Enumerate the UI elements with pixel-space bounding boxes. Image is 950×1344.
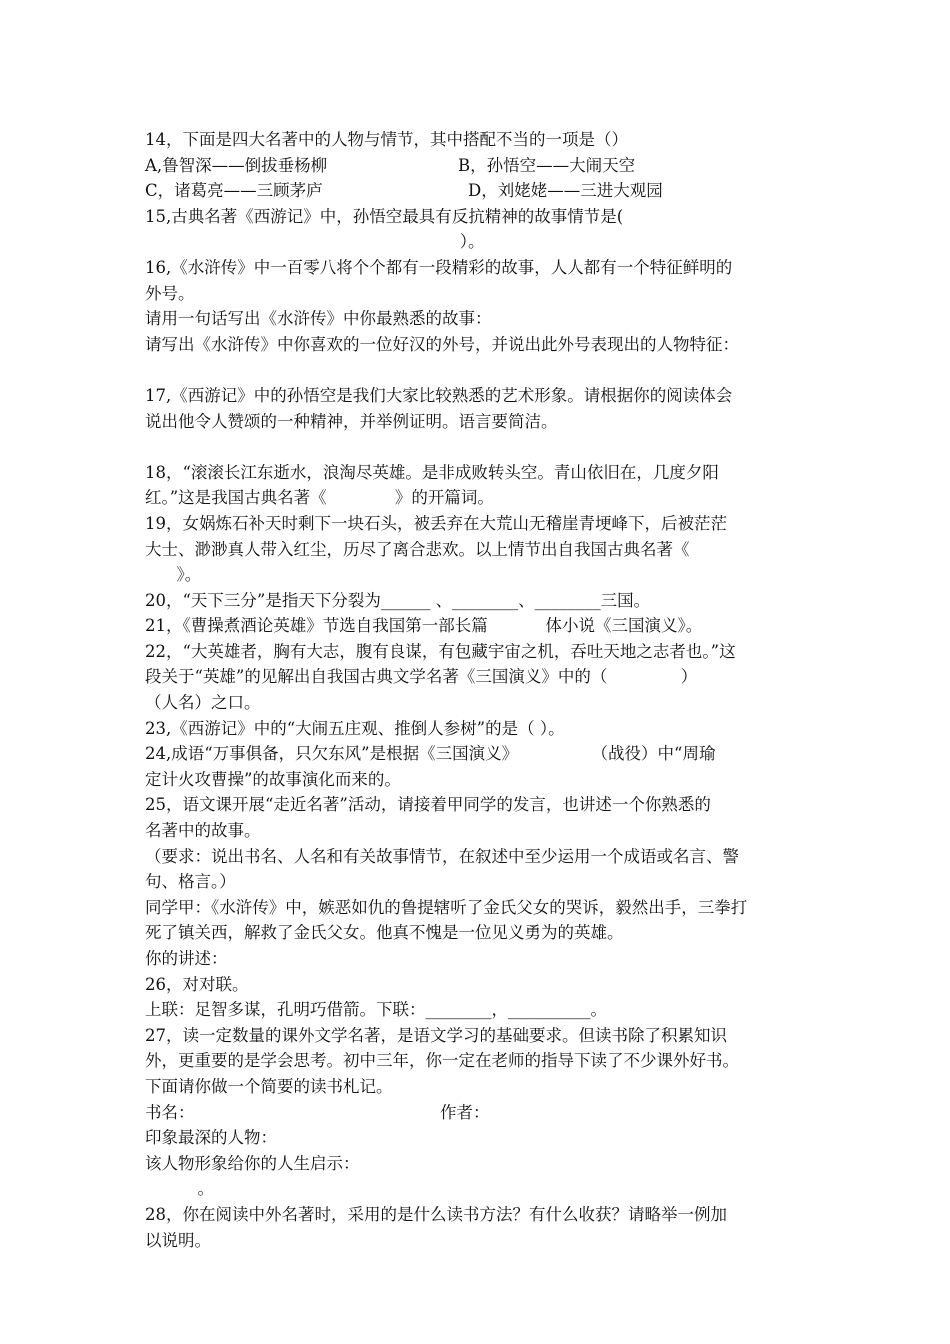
q14-option-b: B，孙悟空——大闹天空 bbox=[458, 155, 636, 175]
q27-insight-label: 该人物形象给你的人生启示： bbox=[145, 1153, 360, 1173]
q14-options-row-2 bbox=[145, 178, 815, 204]
q26-line-1: 26，对对联。 bbox=[145, 974, 249, 994]
q25-line-6: 死了镇关西，解救了金氏父女。他真不愧是一位见义勇为的英雄。 bbox=[145, 923, 624, 943]
q27-line-1: 27，读一定数量的课外文学名著，是语文学习的基础要求。但读书除了积累知识 bbox=[145, 1025, 727, 1045]
q26-line-2: 上联：足智多谋，孔明巧借箭。下联：________，__________。 bbox=[145, 1000, 607, 1020]
q19-line-2: 大士、渺渺真人带入红尘，历尽了离合悲欢。以上情节出自我国古典名著《 bbox=[145, 539, 690, 559]
q20: 20，“天下三分”是指天下分裂为______ 、________、________三国。 bbox=[145, 590, 651, 610]
q23: 23,《西游记》中的“大闹五庄观、推倒人参树”的是（ ）。 bbox=[145, 718, 565, 738]
q22-line-2: 段关于“英雄”的见解出自我国古典文学名著《三国演义》中的（ ） bbox=[145, 667, 698, 687]
q27-end: 。 bbox=[145, 1179, 214, 1199]
q15-line-2: ）。 bbox=[145, 232, 485, 252]
q14-options-row-1 bbox=[145, 153, 815, 179]
q27-book-author-row bbox=[145, 1100, 815, 1126]
q24-line-2: 定计火攻曹操”的故事演化而来的。 bbox=[145, 769, 401, 789]
q27-person-label: 印象最深的人物： bbox=[145, 1128, 277, 1148]
q28-line-2: 以说明。 bbox=[145, 1230, 211, 1250]
q18-line-2: 红。”这是我国古典名著《 》的开篇词。 bbox=[145, 488, 494, 508]
q28-line-1: 28，你在阅读中外名著时，采用的是什么读书方法？有什么收获？请略举一例加 bbox=[145, 1204, 727, 1224]
q14-stem: 14，下面是四大名著中的人物与情节，其中搭配不当的一项是（） bbox=[145, 130, 628, 149]
q27-line-3: 下面请你做一个简要的读书札记。 bbox=[145, 1076, 393, 1096]
q27-book-label: 书名： bbox=[145, 1102, 195, 1122]
q14-option-c: C，诸葛亮——三顾茅庐 bbox=[145, 181, 323, 201]
q25-line-1: 25，语文课开展“走近名著”活动，请接着甲同学的发言，也讲述一个你熟悉的 bbox=[145, 795, 711, 815]
q25-line-7: 你的讲述： bbox=[145, 949, 228, 968]
q27-line-2: 外，更重要的是学会思考。初中三年，你一定在老师的指导下读了不少课外好书。 bbox=[145, 1051, 739, 1071]
q25-line-5: 同学甲：《水浒传》中，嫉恶如仇的鲁提辖听了金氏父女的哭诉，毅然出手，三拳打 bbox=[145, 897, 748, 917]
q14-option-d: D，刘姥姥——三进大观园 bbox=[468, 181, 663, 201]
q25-line-3: （要求：说出书名、人名和有关故事情节，在叙述中至少运用一个成语或名言、警 bbox=[145, 846, 739, 866]
q22-line-1: 22，“大英雄者，胸有大志，腹有良谋，有包藏宇宙之机，吞吐天地之志者也。”这 bbox=[145, 641, 736, 661]
answer-space bbox=[145, 434, 815, 460]
q19-line-3: 》。 bbox=[145, 565, 202, 585]
exam-page bbox=[145, 127, 815, 1253]
q27-author-label: 作者： bbox=[440, 1102, 490, 1122]
answer-space bbox=[145, 357, 815, 383]
q18-line-1: 18，“滚滚长江东逝水，浪淘尽英雄。是非成败转头空。青山依旧在，几度夕阳 bbox=[145, 462, 719, 482]
q16-line-4: 请写出《水浒传》中你喜欢的一位好汉的外号，并说出此外号表现出的人物特征： bbox=[145, 334, 739, 354]
q17-line-1: 17,《西游记》中的孙悟空是我们大家比较熟悉的艺术形象。请根据你的阅读体会 bbox=[145, 385, 733, 405]
q25-line-4: 句、格言。） bbox=[145, 872, 236, 892]
q16-line-1: 16,《水浒传》中一百零八将个个都有一段精彩的故事，人人都有一个特征鲜明的 bbox=[145, 257, 733, 277]
q19-line-1: 19，女娲炼石补天时剩下一块石头，被丢弃在大荒山无稽崖青埂峰下，后被茫茫 bbox=[145, 513, 727, 533]
q16-line-3: 请用一句话写出《水浒传》中你最熟悉的故事： bbox=[145, 309, 492, 329]
q14-option-a: A,鲁智深——倒拔垂杨柳 bbox=[145, 155, 328, 175]
q24-line-1: 24,成语“万事俱备，只欠东风”是根据《三国演义》 （战役）中“周瑜 bbox=[145, 744, 716, 764]
q21: 21，《曹操煮酒论英雄》节选自我国第一部长篇 体小说《三国演义》。 bbox=[145, 616, 703, 636]
q16-line-2: 外号。 bbox=[145, 283, 195, 303]
q15-line-1: 15,古典名著《西游记》中，孙悟空最具有反抗精神的故事情节是( bbox=[145, 206, 624, 226]
q17-line-2: 说出他令人赞颂的一种精神，并举例证明。语言要简洁。 bbox=[145, 411, 558, 431]
q22-line-3: （人名）之口。 bbox=[145, 693, 261, 713]
q25-line-2: 名著中的故事。 bbox=[145, 821, 261, 841]
